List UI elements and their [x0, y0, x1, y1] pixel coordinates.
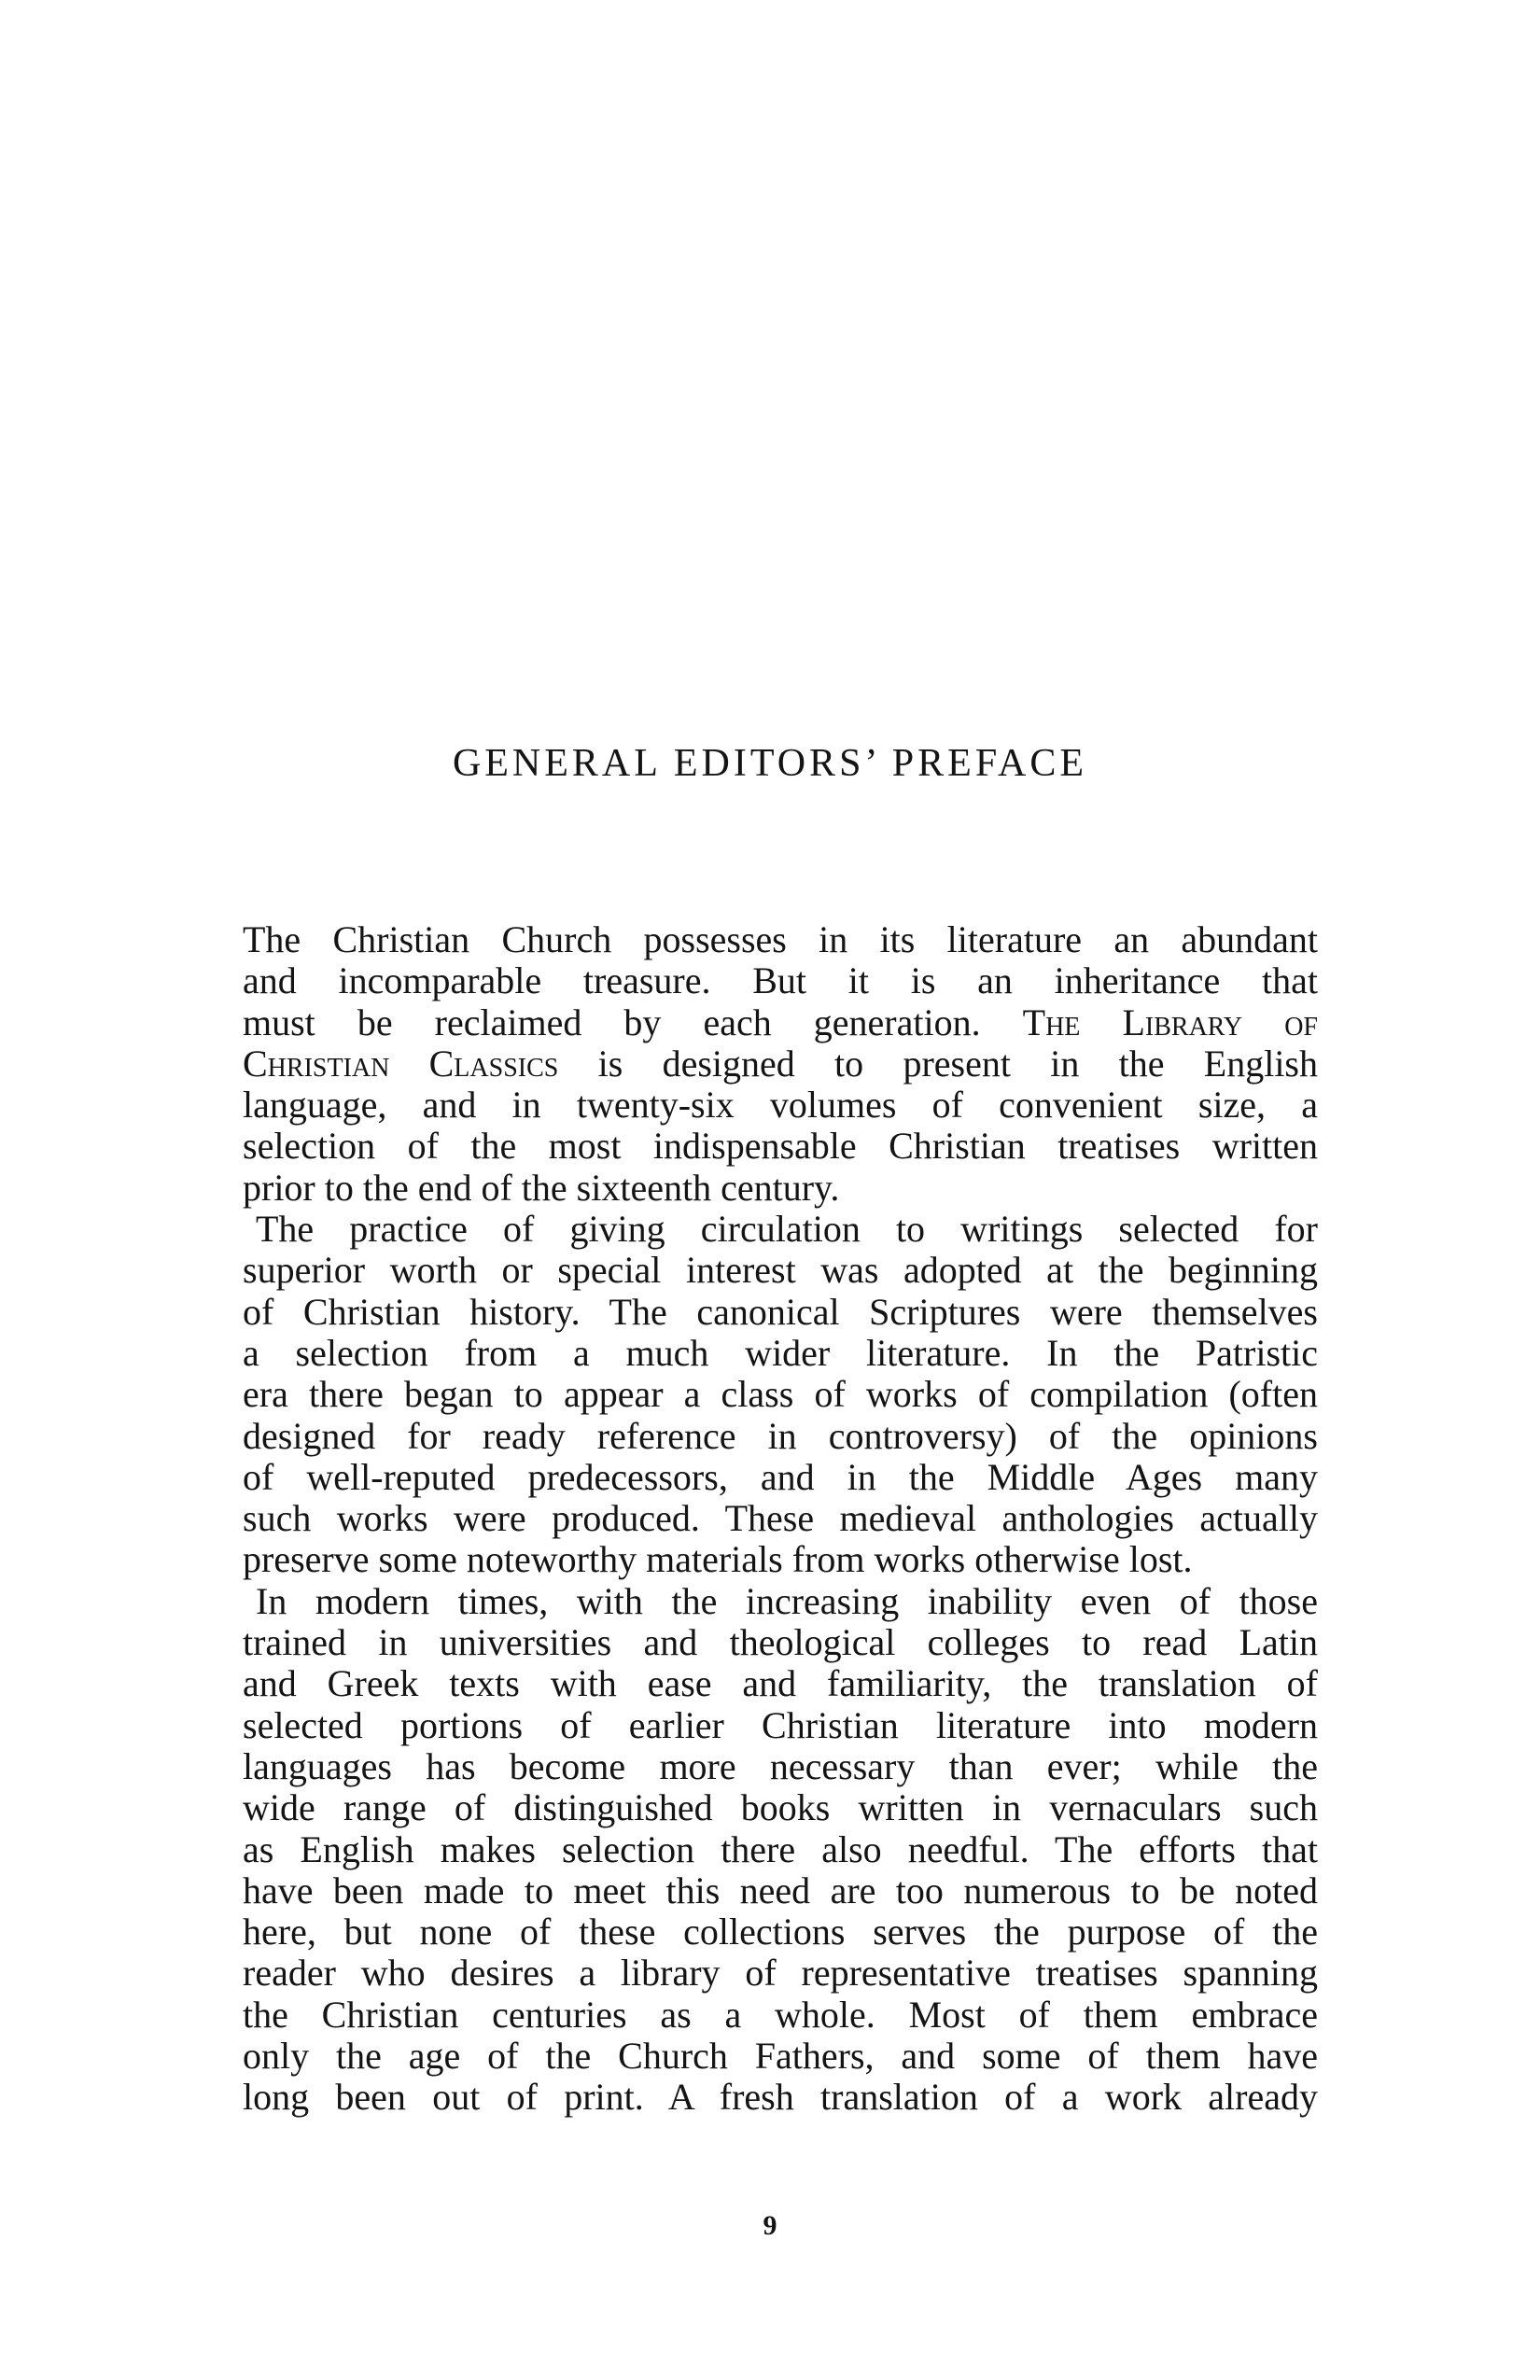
text-line: superior worth or special interest was adopted at the beginning — [243, 1249, 1318, 1292]
text-line: a selection from a much wider literature. In the Patristic — [243, 1331, 1318, 1374]
text-line: The practice of giving circulation to writings selected for — [256, 1208, 1318, 1251]
text-run: is designed to present in the English — [597, 1042, 1318, 1085]
page-title: GENERAL EDITORS’ PREFACE — [452, 742, 1088, 785]
text-line — [243, 1043, 1318, 1085]
text-line: language, and in twenty-six volumes of convenient size, a — [243, 1084, 1318, 1127]
text-line: long been out of print. A fresh translation of a work already — [243, 2076, 1318, 2119]
text-line: here, but none of these collections serves the purpose of the — [243, 1911, 1318, 1953]
text-line: selected portions of earlier Christian literature into modern — [243, 1703, 1318, 1746]
text-line: only the age of the Church Fathers, and some of them have — [243, 2035, 1318, 2078]
text-line: languages has become more necessary than ever; while the — [243, 1744, 1318, 1787]
text-line: trained in universities and theological colleges to read Latin — [243, 1621, 1318, 1664]
text-line: reader who desires a library of representative treatises spanning — [243, 1952, 1318, 1995]
text-line: preserve some noteworthy materials from works otherwise lost. — [243, 1538, 1193, 1581]
text-line: such works were produced. These medieval anthologies actually — [243, 1497, 1318, 1540]
text-line: era there began to appear a class of works of compilation (often — [243, 1373, 1318, 1416]
text-line: as English makes selection there also needful. The efforts that — [243, 1827, 1318, 1870]
preface-body — [243, 919, 1318, 2119]
series-title-part-1: The Library of — [1022, 1001, 1319, 1043]
text-line: designed for ready reference in controversy) of the opinions — [243, 1414, 1318, 1457]
page-number: 9 — [763, 2210, 777, 2241]
text-line: of Christian history. The canonical Scriptures were themselves — [243, 1290, 1318, 1333]
text-run: must be reclaimed by each generation. — [243, 1001, 981, 1043]
text-line: the Christian centuries as a whole. Most of them embrace — [243, 1993, 1318, 2036]
text-line: of well-reputed predecessors, and in the Middle Ages many — [243, 1455, 1318, 1498]
text-line: and Greek texts with ease and familiarity, the translation of — [243, 1662, 1318, 1705]
text-line: prior to the end of the sixteenth century. — [243, 1166, 840, 1209]
text-line: The Christian Church possesses in its literature an abundant — [243, 918, 1318, 960]
text-line: In modern times, with the increasing inability even of those — [256, 1579, 1318, 1622]
text-line — [243, 1002, 1318, 1043]
text-line: and incomparable treasure. But it is an inheritance that — [243, 959, 1318, 1002]
text-line: have been made to meet this need are too numerous to be noted — [243, 1869, 1318, 1911]
text-line: selection of the most indispensable Christian treatises written — [243, 1125, 1318, 1168]
text-line: wide range of distinguished books written in vernaculars such — [243, 1786, 1318, 1829]
series-title-part-2: Christian Classics — [243, 1042, 559, 1085]
